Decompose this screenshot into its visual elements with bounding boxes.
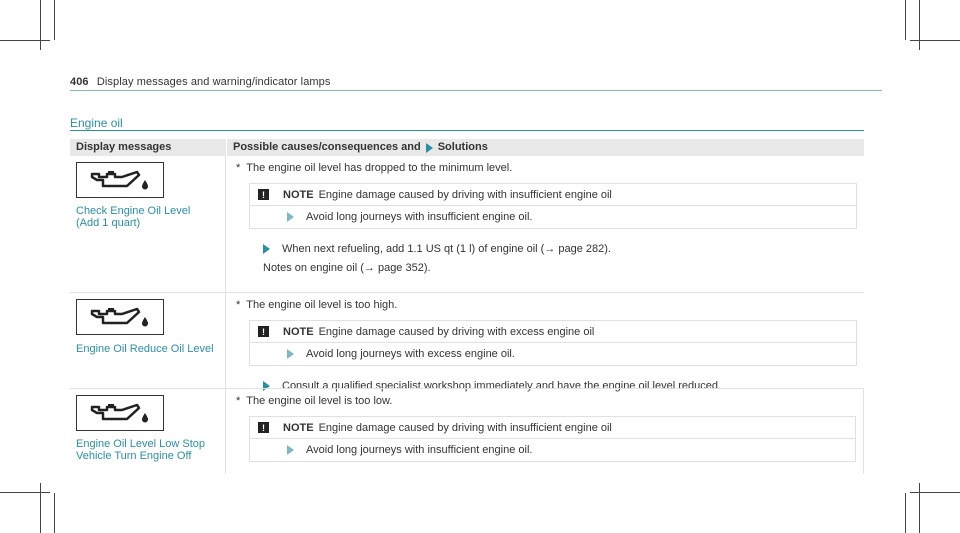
note-head — [250, 321, 856, 343]
play-triangle-icon — [287, 445, 294, 455]
note-body — [250, 206, 856, 228]
reference-text: Notes on engine oil (→ page 352). — [263, 262, 431, 274]
oil-can-icon — [76, 395, 164, 431]
col-header-causes — [226, 139, 864, 156]
exclamation-icon: ! — [258, 422, 269, 433]
play-triangle-icon — [287, 349, 294, 359]
crop-mark — [910, 492, 960, 493]
crop-mark — [919, 0, 920, 50]
table-row — [70, 388, 864, 474]
exclamation-icon: ! — [258, 189, 269, 200]
play-triangle-icon — [426, 143, 433, 153]
message-cell — [70, 389, 226, 474]
cause-text: * The engine oil level is too high. — [236, 299, 398, 311]
cause-cell — [226, 389, 864, 474]
note-label: NOTE — [283, 188, 314, 201]
crop-mark — [54, 493, 55, 533]
display-message-line: Vehicle Turn Engine Off — [76, 450, 192, 462]
section-title: Engine oil — [70, 116, 123, 130]
display-message — [76, 343, 225, 355]
page-number: 406 — [70, 76, 89, 88]
page-header — [70, 76, 331, 88]
col-header-causes-text: Possible causes/consequences and — [233, 141, 421, 153]
crop-mark — [0, 492, 50, 493]
note-box — [249, 320, 857, 366]
page-header-title: Display messages and warning/indicator lamps — [96, 76, 331, 88]
note-head — [250, 184, 856, 206]
action-text: Consult a qualified specialist workshop immediately and have the engine oil level reduced. — [282, 380, 722, 392]
display-message-line: Engine Oil Level Low Stop — [76, 438, 206, 450]
note-text: Engine damage caused by driving with insufficient engine oil — [318, 421, 612, 434]
note-text: Engine damage caused by driving with insufficient engine oil — [318, 188, 612, 201]
header-rule — [70, 90, 882, 91]
cause-text: * The engine oil level is too low. — [236, 395, 393, 407]
note-label: NOTE — [283, 325, 314, 338]
action-step — [263, 243, 864, 255]
table-row — [70, 292, 864, 392]
crop-mark — [919, 483, 920, 533]
note-action: Avoid long journeys with insufficient engine oil. — [306, 211, 533, 223]
display-message-line: Check Engine Oil Level — [76, 205, 191, 217]
play-triangle-icon — [287, 212, 294, 222]
cause-cell — [226, 156, 864, 292]
cause-text-value: The engine oil level is too high. — [246, 299, 398, 311]
oil-can-icon — [76, 299, 164, 335]
note-body — [250, 439, 855, 461]
play-triangle-icon — [263, 244, 270, 254]
crop-mark — [910, 40, 960, 41]
cause-cell — [226, 293, 864, 392]
crop-mark — [54, 0, 55, 40]
action-text: When next refueling, add 1.1 US qt (1 l) of engine oil (→ page 282). — [282, 243, 611, 255]
display-message — [76, 205, 225, 229]
note-box — [249, 416, 856, 462]
col-header-display-messages: Display messages — [76, 141, 172, 153]
cause-text-value: The engine oil level is too low. — [246, 395, 393, 407]
display-message — [76, 438, 225, 462]
table-header — [70, 139, 864, 156]
message-cell — [70, 293, 226, 388]
note-box — [249, 183, 857, 229]
col-header-solutions-text: Solutions — [437, 141, 488, 153]
display-message-line: (Add 1 quart) — [76, 217, 141, 229]
cause-text: * The engine oil level has dropped to the minimum level. — [236, 162, 513, 174]
display-message-line: Engine Oil Reduce Oil Level — [76, 343, 214, 355]
crop-mark — [40, 483, 41, 533]
note-head — [250, 417, 855, 439]
note-text: Engine damage caused by driving with excess engine oil — [318, 325, 595, 338]
crop-mark — [40, 0, 41, 50]
cause-text-value: The engine oil level has dropped to the minimum level. — [246, 162, 513, 174]
section-rule — [70, 130, 864, 131]
crop-mark — [0, 40, 50, 41]
exclamation-icon: ! — [258, 326, 269, 337]
note-body — [250, 343, 856, 365]
message-cell — [70, 156, 226, 292]
oil-can-icon — [76, 162, 164, 198]
messages-table — [70, 139, 864, 474]
note-action: Avoid long journeys with excess engine oil. — [306, 348, 515, 360]
crop-mark — [905, 0, 906, 40]
table-row — [70, 156, 864, 292]
crop-mark — [905, 493, 906, 533]
note-action: Avoid long journeys with insufficient engine oil. — [306, 444, 533, 456]
note-label: NOTE — [283, 421, 314, 434]
